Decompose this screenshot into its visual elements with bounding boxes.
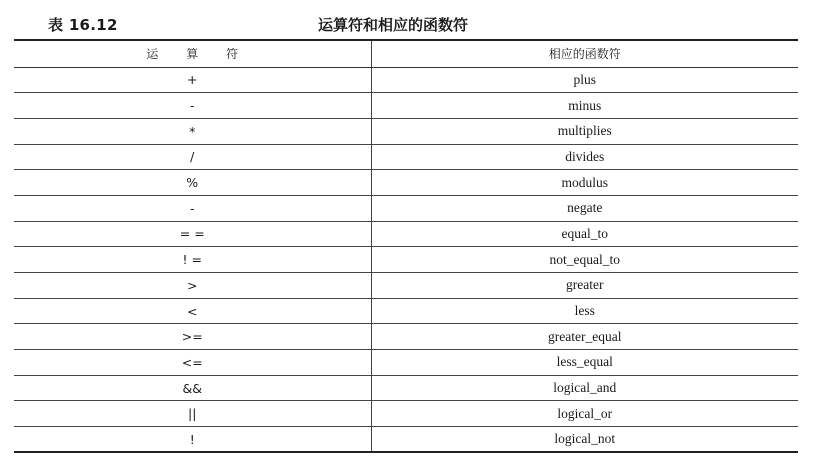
function-cell: modulus xyxy=(371,170,798,196)
operator-cell: - xyxy=(14,195,371,221)
table-row xyxy=(14,350,798,376)
function-cell: plus xyxy=(371,67,798,93)
operator-cell: - xyxy=(14,93,371,119)
operator-cell: ! = xyxy=(14,247,371,273)
function-cell: logical_or xyxy=(371,401,798,427)
table-row xyxy=(14,401,798,427)
function-cell: less xyxy=(371,298,798,324)
operator-cell: >= xyxy=(14,324,371,350)
table-row xyxy=(14,144,798,170)
header-row xyxy=(14,40,798,67)
table-row xyxy=(14,118,798,144)
table-body xyxy=(14,67,798,452)
table-row xyxy=(14,93,798,119)
operator-cell: <= xyxy=(14,350,371,376)
operator-cell: * xyxy=(14,118,371,144)
table-row xyxy=(14,221,798,247)
function-cell: divides xyxy=(371,144,798,170)
function-cell: logical_not xyxy=(371,427,798,453)
operator-cell: ! xyxy=(14,427,371,453)
table-row xyxy=(14,273,798,299)
function-cell: greater_equal xyxy=(371,324,798,350)
function-cell: less_equal xyxy=(371,350,798,376)
function-cell: negate xyxy=(371,195,798,221)
operator-function-table xyxy=(14,39,798,453)
operator-cell: + xyxy=(14,67,371,93)
operator-cell: || xyxy=(14,401,371,427)
table-row xyxy=(14,298,798,324)
table-row xyxy=(14,195,798,221)
function-cell: logical_and xyxy=(371,375,798,401)
header-operator: 运 算 符 xyxy=(14,40,371,67)
table-row xyxy=(14,324,798,350)
function-cell: greater xyxy=(371,273,798,299)
table-number: 表 16.12 xyxy=(48,16,118,34)
operator-cell: / xyxy=(14,144,371,170)
operator-cell: % xyxy=(14,170,371,196)
table-row xyxy=(14,375,798,401)
function-cell: not_equal_to xyxy=(371,247,798,273)
table-row xyxy=(14,170,798,196)
table-row xyxy=(14,427,798,453)
operator-cell: && xyxy=(14,375,371,401)
function-cell: minus xyxy=(371,93,798,119)
table-title: 运算符和相应的函数符 xyxy=(318,16,469,34)
table-row xyxy=(14,247,798,273)
operator-cell: < xyxy=(14,298,371,324)
function-cell: equal_to xyxy=(371,221,798,247)
header-function: 相应的函数符 xyxy=(371,40,798,67)
function-cell: multiplies xyxy=(371,118,798,144)
table-row xyxy=(14,67,798,93)
operator-cell: = = xyxy=(14,221,371,247)
operator-cell: > xyxy=(14,273,371,299)
